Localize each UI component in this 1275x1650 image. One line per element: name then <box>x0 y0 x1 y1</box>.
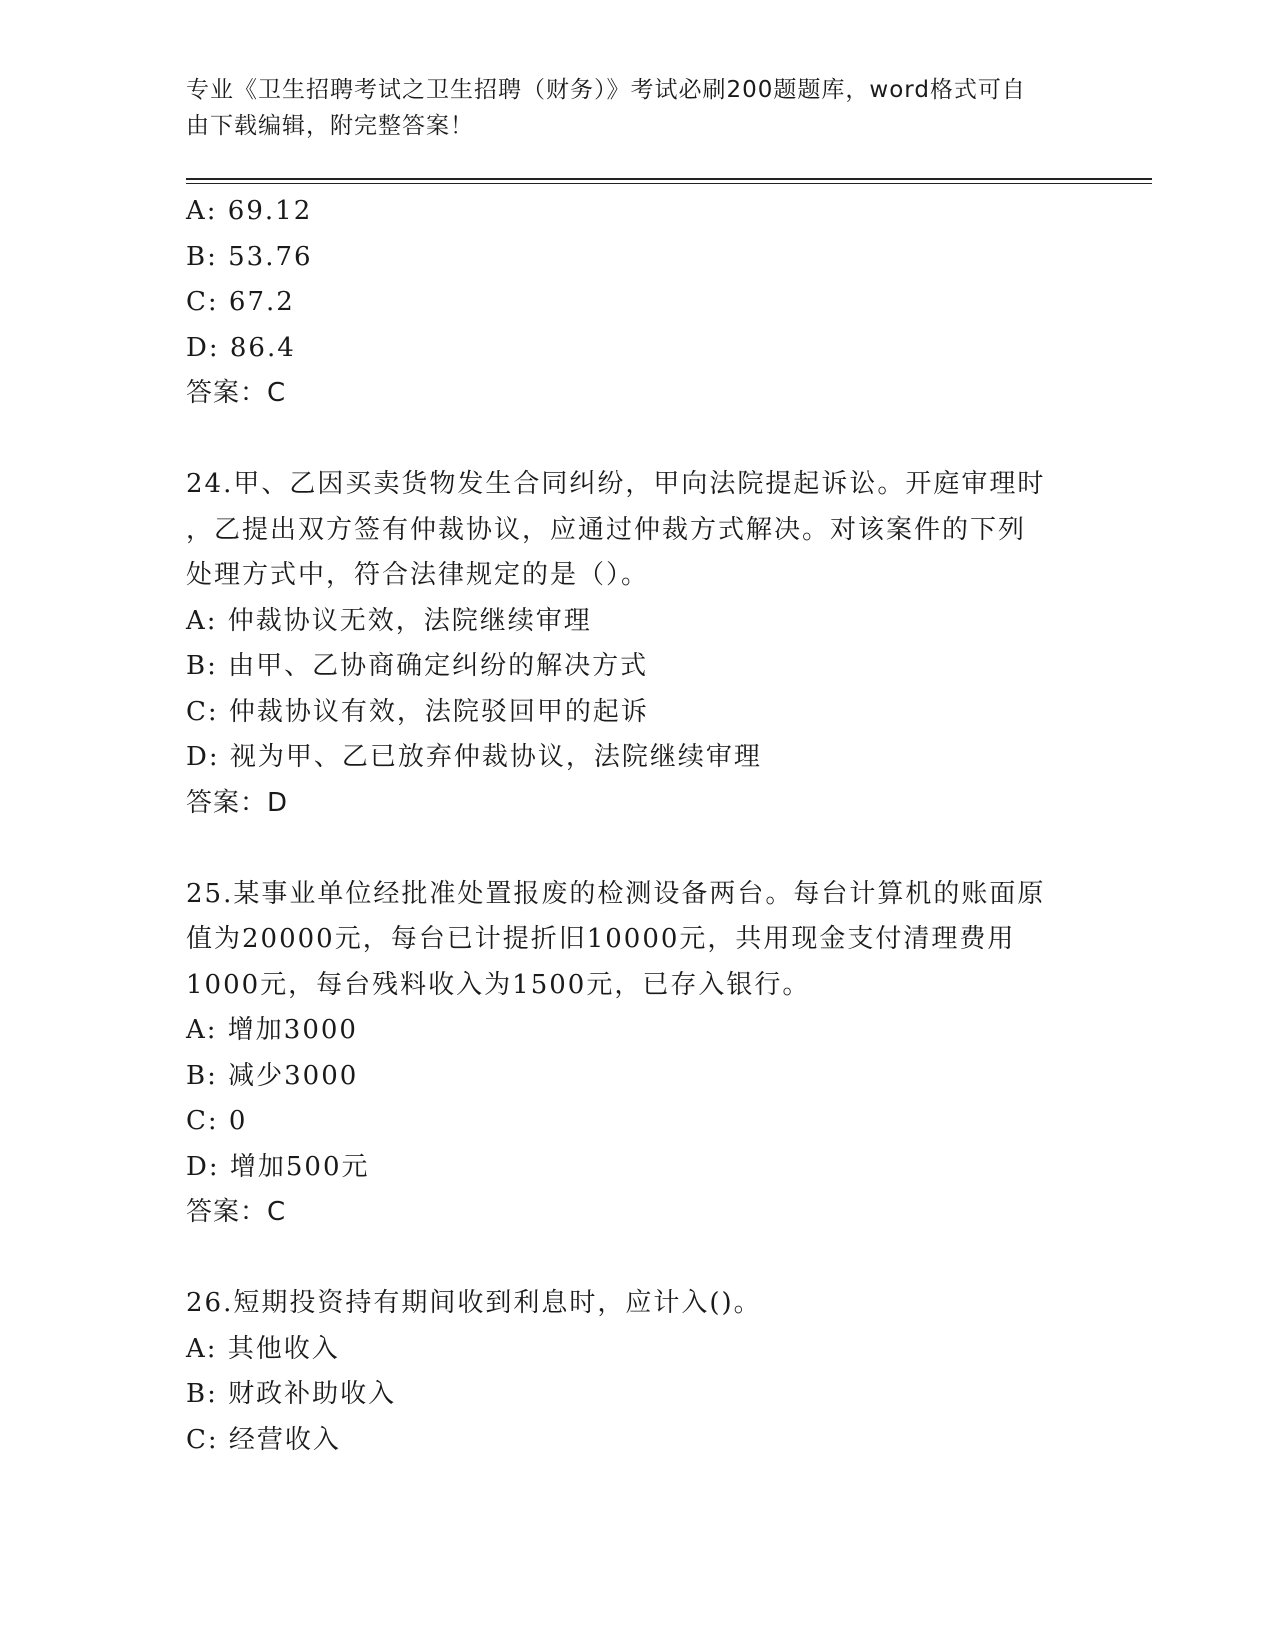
header-line-1: 专业《卫生招聘考试之卫生招聘（财务）》考试必刷200题题库，word格式可自 <box>186 77 1026 103</box>
option-d: D: 增加500元 <box>186 1151 370 1182</box>
answer: 答案：D <box>186 787 289 818</box>
question-text-line: ，乙提出双方签有仲裁协议，应通过仲裁方式解决。对该案件的下列 <box>186 514 1027 545</box>
spacer <box>186 1236 1086 1282</box>
question-text-line: 24.甲、乙因买卖货物发生合同纠纷，甲向法院提起诉讼。开庭审理时 <box>186 469 1046 499</box>
option-c: C: 67.2 <box>186 287 295 317</box>
question-list <box>186 189 1086 1463</box>
option-d: D: 视为甲、乙已放弃仲裁协议，法院继续审理 <box>186 742 762 772</box>
option-b: B: 财政补助收入 <box>186 1379 397 1409</box>
question-24 <box>186 462 1086 826</box>
spacer <box>186 826 1086 872</box>
question-text-line: 25.某事业单位经批准处置报废的检测设备两台。每台计算机的账面原 <box>186 878 1046 909</box>
answer: 答案：C <box>186 378 287 408</box>
document-header <box>186 72 1066 144</box>
option-a: A: 增加3000 <box>186 1015 358 1045</box>
question-25 <box>186 872 1086 1236</box>
spacer <box>186 417 1086 463</box>
option-b: B: 53.76 <box>186 241 313 272</box>
answer: 答案：C <box>186 1197 287 1227</box>
question-text-line: 26.短期投资持有期间收到利息时，应计入()。 <box>186 1288 762 1318</box>
option-b: B: 由甲、乙协商确定纠纷的解决方式 <box>186 651 649 681</box>
header-divider-thick <box>186 178 1152 180</box>
option-a: A: 其他收入 <box>186 1333 340 1364</box>
question-text-line: 值为20000元，每台已计提折旧10000元，共用现金支付清理费用 <box>186 924 1016 954</box>
option-d: D: 86.4 <box>186 332 296 363</box>
option-a: A: 仲裁协议无效，法院继续审理 <box>186 605 592 636</box>
header-line-2: 由下载编辑，附完整答案！ <box>186 113 474 139</box>
option-c: C: 仲裁协议有效，法院驳回甲的起诉 <box>186 696 649 727</box>
option-b: B: 减少3000 <box>186 1060 359 1091</box>
option-c: C: 经营收入 <box>186 1424 341 1455</box>
question-text-line: 1000元，每台残料收入为1500元，已存入银行。 <box>186 969 811 1000</box>
header-divider-thin <box>186 183 1152 184</box>
question-26 <box>186 1281 1086 1463</box>
option-a: A: 69.12 <box>186 196 313 226</box>
question-23 <box>186 189 1086 417</box>
option-c: C: 0 <box>186 1106 248 1136</box>
question-text-line: 处理方式中，符合法律规定的是（）。 <box>186 560 650 590</box>
